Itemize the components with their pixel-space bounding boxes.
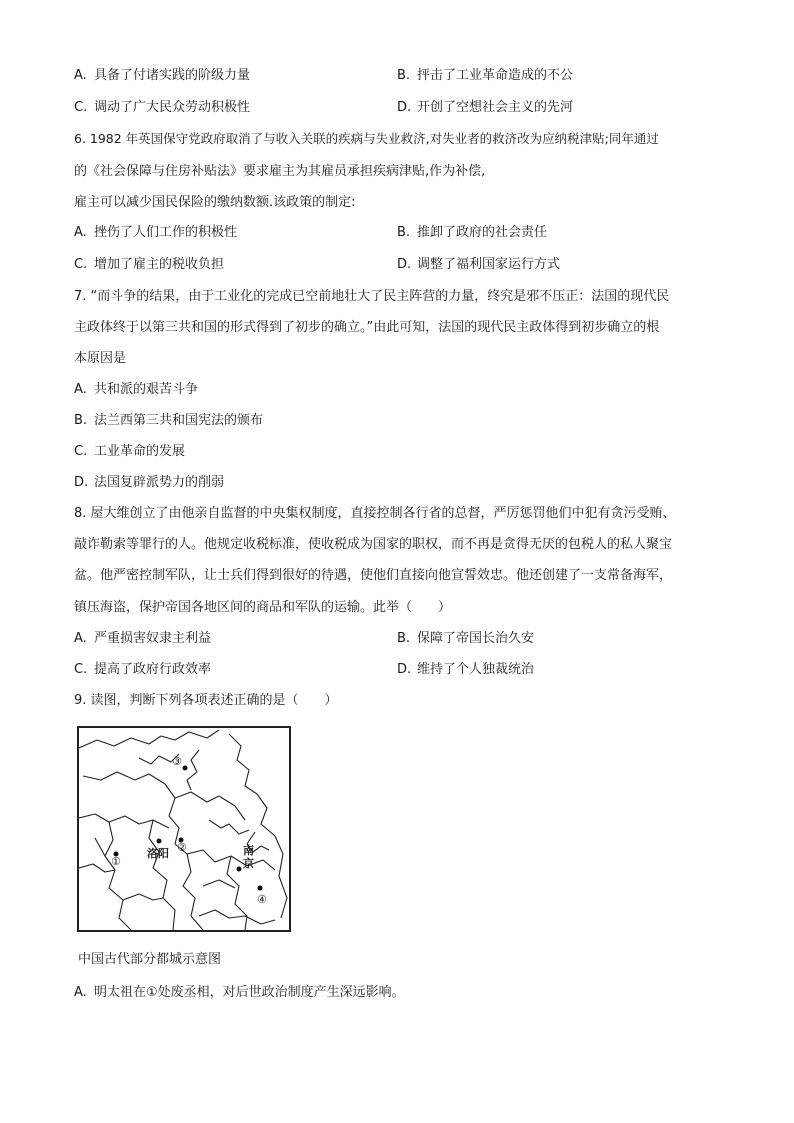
option-text: 增加了雇主的税收负担 [94,257,225,272]
option-letter: B. [397,631,411,646]
q6-option-a [74,226,237,239]
q7-option-c [74,445,185,458]
option-text: 调动了广大民众劳动积极性 [94,100,251,115]
option-text: 推卸了政府的社会责任 [417,225,548,240]
q8-option-d [397,663,534,676]
option-text: 开创了空想社会主义的先河 [417,100,574,115]
map-label-jing: 京 [243,857,254,870]
option-text: 保障了帝国长治久安 [417,631,535,646]
map-caption: 中国古代部分都城示意图 [78,952,222,967]
q6-option-b [397,226,547,239]
q5-option-c [74,101,250,114]
q6-option-c [74,258,224,271]
option-text: 法兰西第三共和国宪法的颁布 [94,413,264,428]
option-letter: A. [74,382,87,397]
q8-stem-line-3: 盆。他严密控制军队，让士兵们得到很好的待遇，使他们直接向他宣誓效忠。他还创建了一支常备海军， [74,568,673,583]
q5-option-a [74,69,250,82]
q8-stem-line-1: 8. 屋大维创立了由他亲自监督的中央集权制度，直接控制各行省的总督，严厉惩罚他们中犯有贪污受贿、 [74,506,676,521]
option-letter: D. [397,257,412,272]
option-text: 提高了政府行政效率 [94,662,212,677]
option-letter: C. [74,662,88,677]
option-text: 挫伤了人们工作的积极性 [94,225,238,240]
option-text: 工业革命的发展 [94,444,186,459]
q7-option-a [74,383,198,396]
option-letter: D. [397,100,412,115]
q5-option-b [397,69,573,82]
option-letter: A. [74,631,87,646]
q6-stem-line-3: 雇主可以减少国民保险的缴纳数额.该政策的制定: [74,195,356,210]
q9-stem: 9. 读图，判断下列各项表述正确的是（ ） [74,693,338,708]
option-text: 抨击了工业革命造成的不公 [417,68,574,83]
q8-stem-line-4: 镇压海盗，保护帝国各地区间的商品和军队的运输。此举（ ） [74,600,452,615]
q8-stem-line-2: 敲诈勒索等罪行的人。他规定收税标准，使收税成为国家的职权，而不再是贪得无厌的包税人的私人聚宝 [74,537,673,552]
q8-option-a [74,632,211,645]
option-letter: C. [74,444,88,459]
option-letter: A. [74,985,87,1000]
option-letter: A. [74,225,87,240]
q6-stem-line-2: 的《社会保障与住房补贴法》要求雇主为其雇员承担疾病津贴,作为补偿, [74,164,486,179]
q6-option-d [397,258,560,271]
q8-option-c [74,663,211,676]
option-letter: B. [397,225,411,240]
option-letter: C. [74,257,88,272]
map-marker-3: ③ [172,755,182,768]
option-letter: C. [74,100,88,115]
q9-option-a [74,986,405,999]
ancient-capitals-map [77,726,291,932]
option-text: 法国复辟派势力的削弱 [94,475,225,490]
q7-stem-line-3: 本原因是 [74,351,127,366]
option-text: 调整了福利国家运行方式 [417,257,561,272]
option-letter: B. [397,68,411,83]
q7-option-d [74,476,224,489]
option-text: 维持了个人独裁统治 [417,662,535,677]
option-text: 具备了付诸实践的阶级力量 [94,68,251,83]
option-text: 共和派的艰苦斗争 [94,382,199,397]
option-letter: D. [397,662,412,677]
option-letter: B. [74,413,88,428]
map-marker-2: ② [177,841,187,854]
q7-option-b [74,414,263,427]
option-text: 严重损害奴隶主利益 [94,631,212,646]
map-label-nan: 南 [243,844,254,857]
option-text: 明太祖在①处废丞相，对后世政治制度产生深远影响。 [94,985,405,1000]
map-marker-4: ④ [257,893,267,906]
option-letter: D. [74,475,89,490]
q6-stem-line-1: 6. 1982 年英国保守党政府取消了与收入关联的疾病与失业救济,对失业者的救济改为应纳税津贴;同年通过 [74,131,659,146]
map-label-luoyang: 洛阳 [147,847,169,860]
q8-option-b [397,632,534,645]
q7-stem-line-1: 7. “而斗争的结果，由于工业化的完成已空前地壮大了民主阵营的力量，终究是邪不压正：法国的现代民 [74,289,670,304]
q5-option-d [397,101,573,114]
map-marker-1: ① [111,855,121,868]
option-letter: A. [74,68,87,83]
q7-stem-line-2: 主政体终于以第三共和国的形式得到了初步的确立。”由此可知，法国的现代民主政体得到初步确立的根 [74,320,660,335]
